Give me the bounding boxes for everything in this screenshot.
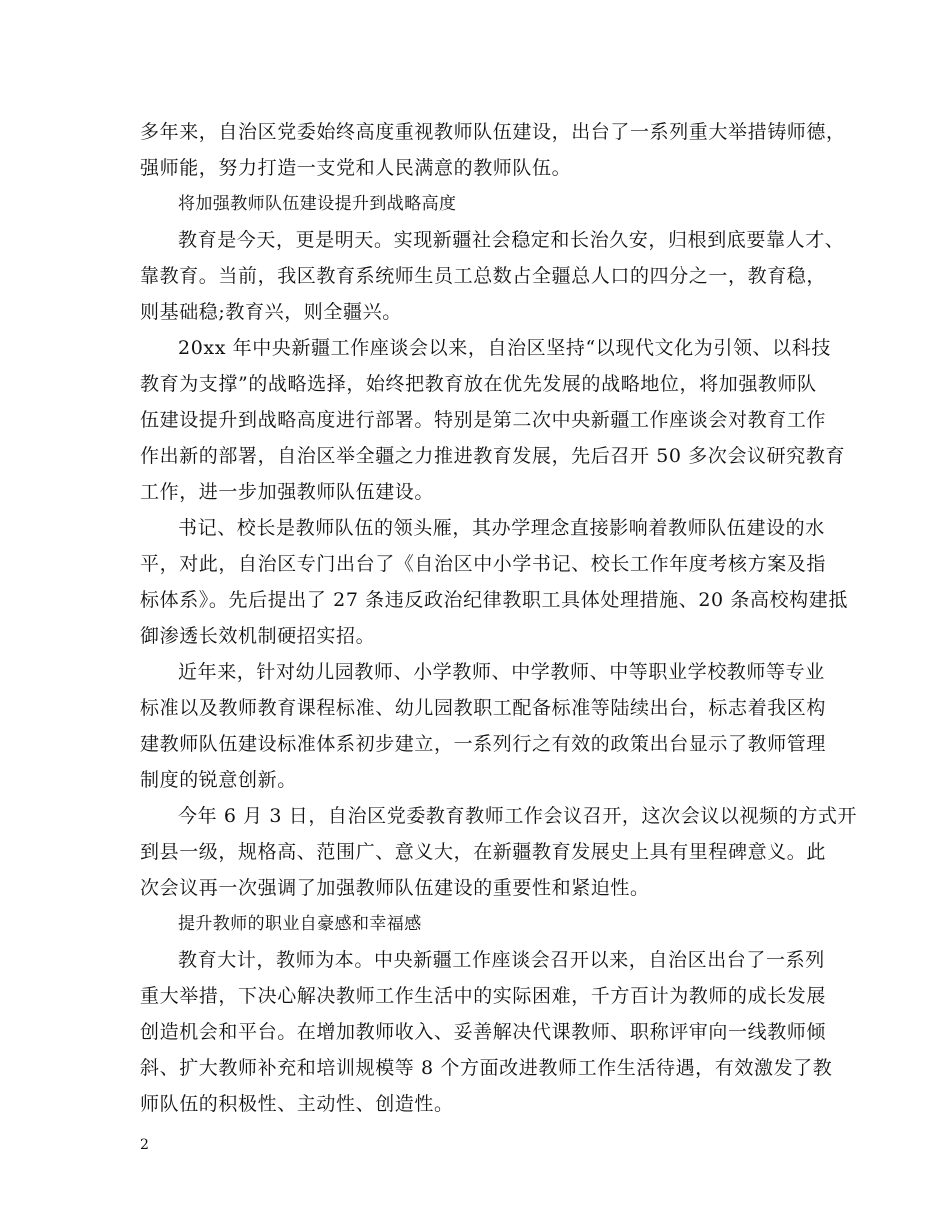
text-line: 20xx 年中央新疆工作座谈会以来，自治区坚持“以现代文化为引领、以科技 <box>178 337 831 359</box>
section-heading <box>140 906 812 942</box>
page-number: 2 <box>140 1137 149 1153</box>
text-line: 工作，进一步加强教师队伍建设。 <box>140 481 435 503</box>
text-line: 次会议再一次强调了加强教师队伍建设的重要性和紧迫性。 <box>140 877 650 899</box>
text-line: 建教师队伍建设标准体系初步建立，一系列行之有效的政策出台显示了教师管理 <box>140 733 827 755</box>
text-line: 制度的锐意创新。 <box>140 769 297 791</box>
text-line: 靠教育。当前，我区教育系统师生员工总数占全疆总人口的四分之一，教育稳， <box>140 265 827 287</box>
text-line: 强师能，努力打造一支党和人民满意的教师队伍。 <box>140 157 572 179</box>
text-line: 师队伍的积极性、主动性、创造性。 <box>140 1093 454 1115</box>
text-line: 御渗透长效机制硬招实招。 <box>140 625 376 647</box>
text-line: 教育大计，教师为本。中央新疆工作座谈会召开以来，自治区出台了一系列 <box>178 949 825 971</box>
text-line: 则基础稳;教育兴，则全疆兴。 <box>140 301 402 323</box>
text-line: 多年来，自治区党委始终高度重视教师队伍建设，出台了一系列重大举措铸师德， <box>140 121 846 143</box>
paragraph <box>140 222 845 330</box>
text-line: 教育是今天，更是明天。实现新疆社会稳定和长治久安，归根到底要靠人才、 <box>178 229 845 251</box>
paragraph <box>140 510 848 654</box>
text-line: 作出新的部署，自治区举全疆之力推进教育发展，先后召开 50 多次会议研究教育 <box>140 445 846 467</box>
text-line: 斜、扩大教师补充和培训规模等 8 个方面改进教师工作生活待遇，有效激发了教 <box>140 1057 833 1079</box>
text-line: 近年来，针对幼儿园教师、小学教师、中学教师、中等职业学校教师等专业 <box>178 661 825 683</box>
paragraph <box>140 942 833 1122</box>
text-line: 到县一级，规格高、范围广、意义大，在新疆教育发展史上具有里程碑意义。此 <box>140 841 827 863</box>
heading-line: 提升教师的职业自豪感和幸福感 <box>178 914 422 934</box>
text-line: 今年 6 月 3 日，自治区党委教育教师工作会议召开，这次会议以视频的方式开 <box>178 805 858 827</box>
paragraph <box>140 654 827 798</box>
paragraph <box>140 330 846 510</box>
text-line: 伍建设提升到战略高度进行部署。特别是第二次中央新疆工作座谈会对教育工作 <box>140 409 827 431</box>
text-line: 创造机会和平台。在增加教师收入、妥善解决代课教师、职称评审向一线教师倾 <box>140 1021 827 1043</box>
text-line: 平，对此，自治区专门出台了《自治区中小学书记、校长工作年度考核方案及指 <box>140 553 827 575</box>
text-line: 标体系》。先后提出了 27 条违反政治纪律教职工具体处理措施、20 条高校构建抵 <box>140 589 848 611</box>
text-line: 教育为支撑”的战略选择，始终把教育放在优先发展的战略地位，将加强教师队 <box>140 373 817 395</box>
text-line: 标准以及教师教育课程标准、幼儿园教职工配备标准等陆续出台，标志着我区构 <box>140 697 827 719</box>
section-heading <box>140 186 812 222</box>
text-line: 重大举措，下决心解决教师工作生活中的实际困难，千方百计为教师的成长发展 <box>140 985 827 1007</box>
paragraph <box>140 114 846 186</box>
text-line: 书记、校长是教师队伍的领头雁，其办学理念直接影响着教师队伍建设的水 <box>178 517 825 539</box>
paragraph <box>140 798 858 906</box>
heading-line: 将加强教师队伍建设提升到战略高度 <box>178 194 457 214</box>
document-body <box>140 114 858 1122</box>
